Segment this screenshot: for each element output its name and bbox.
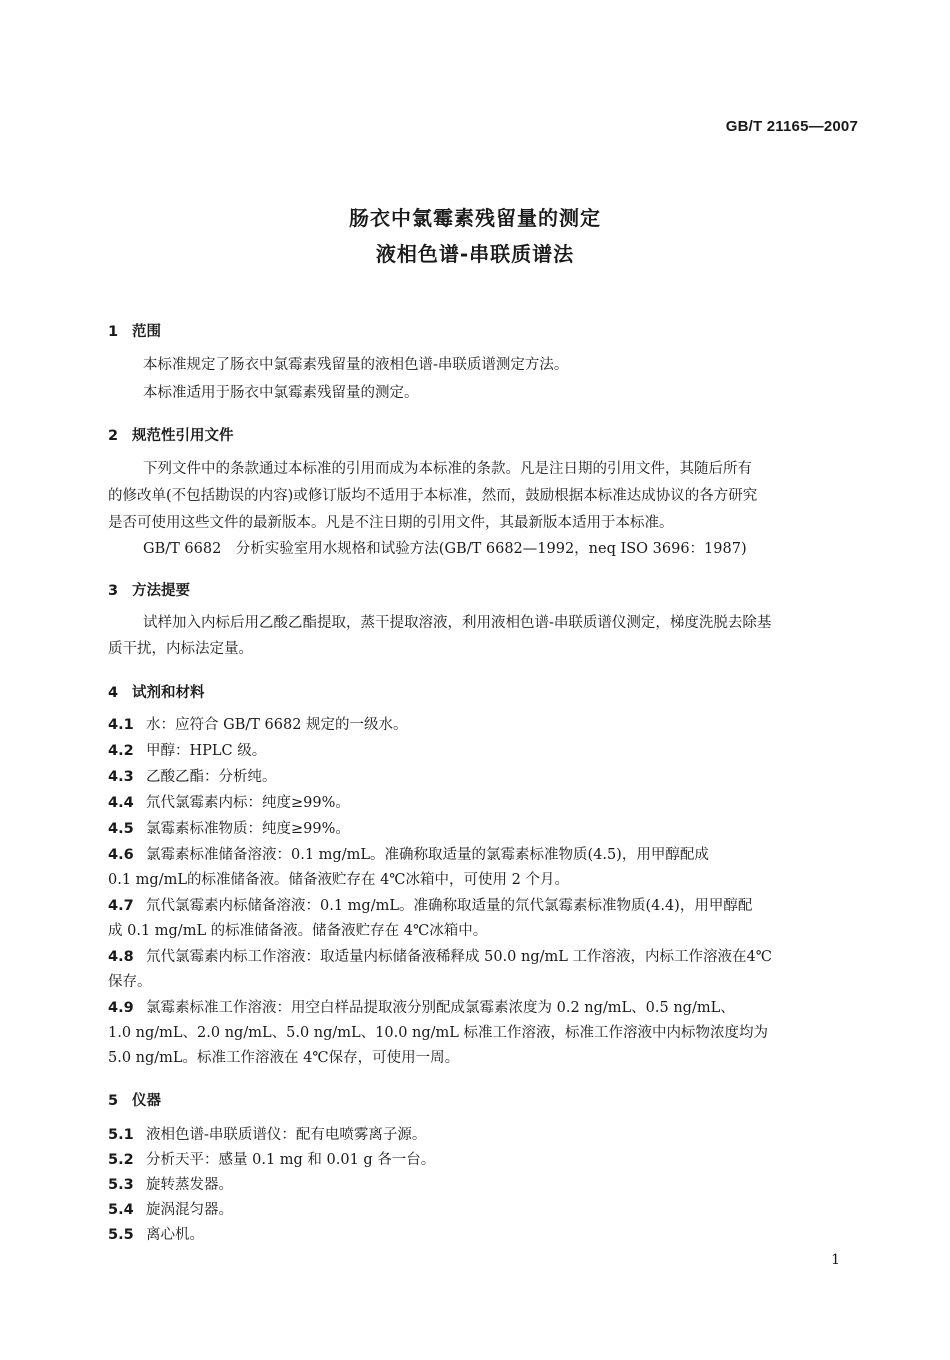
item-number: 5.1	[108, 1127, 134, 1143]
section-number: 2	[108, 428, 119, 444]
item-text: 旋涡混匀器。	[146, 1202, 233, 1218]
document-title: 肠衣中氯霉素残留量的测定	[349, 206, 601, 230]
list-item	[108, 791, 853, 816]
paragraph-line: 是否可使用这些文件的最新版本。凡是不注日期的引用文件，其最新版本适用于本标准。	[108, 515, 674, 531]
list-item	[108, 996, 853, 1021]
list-item	[108, 1198, 853, 1223]
list-item-continuation: 1.0 ng/mL、2.0 ng/mL、5.0 ng/mL、10.0 ng/mL 标准工作溶液，标准工作溶液中内标物浓度均为	[108, 1025, 769, 1041]
section-title: 试剂和材料	[132, 685, 205, 701]
list-item	[108, 1123, 853, 1148]
list-item	[108, 739, 853, 764]
item-number: 4.8	[108, 949, 134, 965]
list-item	[108, 817, 853, 842]
section-heading-scope	[108, 320, 161, 341]
item-text: 氯霉素标准物质：纯度≥99%。	[146, 821, 350, 837]
item-number: 5.3	[108, 1177, 134, 1193]
item-text: 氯霉素标准储备溶液：0.1 mg/mL。准确称取适量的氯霉素标准物质(4.5)，用甲醇配成	[146, 847, 709, 863]
paragraph: 本标准适用于肠衣中氯霉素残留量的测定。	[143, 385, 419, 401]
item-text: 氯霉素标准工作溶液：用空白样品提取液分别配成氯霉素浓度为 0.2 ng/mL、0.5 ng/mL、	[146, 1000, 735, 1016]
item-text: 分析天平：感量 0.1 mg 和 0.01 g 各一台。	[146, 1152, 436, 1168]
item-number: 4.3	[108, 769, 134, 785]
section-number: 5	[108, 1093, 119, 1109]
item-number: 4.4	[108, 795, 134, 811]
section-number: 3	[108, 583, 119, 599]
paragraph-line: 的修改单(不包括勘误的内容)或修订版均不适用于本标准，然而，鼓励根据本标准达成协议的各方研究	[108, 488, 758, 504]
list-item	[108, 945, 853, 970]
item-text: 液相色谱-串联质谱仪：配有电喷雾离子源。	[146, 1127, 427, 1143]
item-number: 4.5	[108, 821, 134, 837]
list-item	[108, 1173, 853, 1198]
paragraph-line: 试样加入内标后用乙酸乙酯提取，蒸干提取溶液，利用液相色谱-串联质谱仪测定，梯度洗脱去除基	[143, 615, 772, 631]
list-item-continuation: 0.1 mg/mL的标准储备液。储备液贮存在 4℃冰箱中，可使用 2 个月。	[108, 872, 569, 888]
list-item	[108, 1148, 853, 1173]
paragraph: 本标准规定了肠衣中氯霉素残留量的液相色谱-串联质谱测定方法。	[143, 357, 569, 373]
list-item-continuation: 5.0 ng/mL。标准工作溶液在 4℃保存，可使用一周。	[108, 1050, 460, 1066]
item-text: 水：应符合 GB/T 6682 规定的一级水。	[146, 717, 408, 733]
section-title: 范围	[132, 324, 161, 340]
item-number: 5.4	[108, 1202, 134, 1218]
section-heading-reagents	[108, 681, 205, 702]
document-subtitle: 液相色谱-串联质谱法	[375, 242, 575, 266]
section-heading-apparatus	[108, 1089, 161, 1110]
item-number: 5.2	[108, 1152, 134, 1168]
item-text: 氘代氯霉素内标工作溶液：取适量内标储备液稀释成 50.0 ng/mL 工作溶液，内标工作溶液在4℃	[146, 949, 772, 965]
item-text: 乙酸乙酯：分析纯。	[146, 769, 277, 785]
section-number: 4	[108, 685, 119, 701]
item-number: 5.5	[108, 1227, 134, 1243]
item-text: 氘代氯霉素内标储备溶液：0.1 mg/mL。准确称取适量的氘代氯霉素标准物质(4.4)，用甲醇配	[146, 898, 753, 914]
item-number: 4.7	[108, 898, 134, 914]
reference-entry: GB/T 6682 分析实验室用水规格和试验方法(GB/T 6682—1992，neq ISO 3696：1987)	[143, 541, 747, 557]
section-title: 方法提要	[132, 583, 190, 599]
paragraph-line: 质干扰，内标法定量。	[108, 641, 253, 657]
item-number: 4.1	[108, 717, 134, 733]
paragraph-line: 下列文件中的条款通过本标准的引用而成为本标准的条款。凡是注日期的引用文件，其随后所有	[143, 461, 752, 477]
item-text: 离心机。	[146, 1227, 204, 1243]
item-number: 4.2	[108, 743, 134, 759]
list-item-continuation: 成 0.1 mg/mL 的标准储备液。储备液贮存在 4℃冰箱中。	[108, 923, 488, 939]
standard-code: GB/T 21165—2007	[725, 118, 858, 135]
item-number: 4.6	[108, 847, 134, 863]
list-item	[108, 765, 853, 790]
section-title: 仪器	[132, 1093, 161, 1109]
list-item	[108, 1223, 853, 1248]
list-item	[108, 713, 853, 738]
list-item	[108, 843, 853, 868]
section-title: 规范性引用文件	[132, 428, 234, 444]
item-text: 旋转蒸发器。	[146, 1177, 233, 1193]
section-heading-normative-references	[108, 424, 234, 445]
section-number: 1	[108, 324, 119, 340]
list-item-continuation: 保存。	[108, 974, 152, 990]
item-text: 氘代氯霉素内标：纯度≥99%。	[146, 795, 350, 811]
section-heading-method-summary	[108, 579, 190, 600]
item-text: 甲醇：HPLC 级。	[146, 743, 267, 759]
list-item	[108, 894, 853, 919]
page-number: 1	[831, 1252, 840, 1268]
item-number: 4.9	[108, 1000, 134, 1016]
